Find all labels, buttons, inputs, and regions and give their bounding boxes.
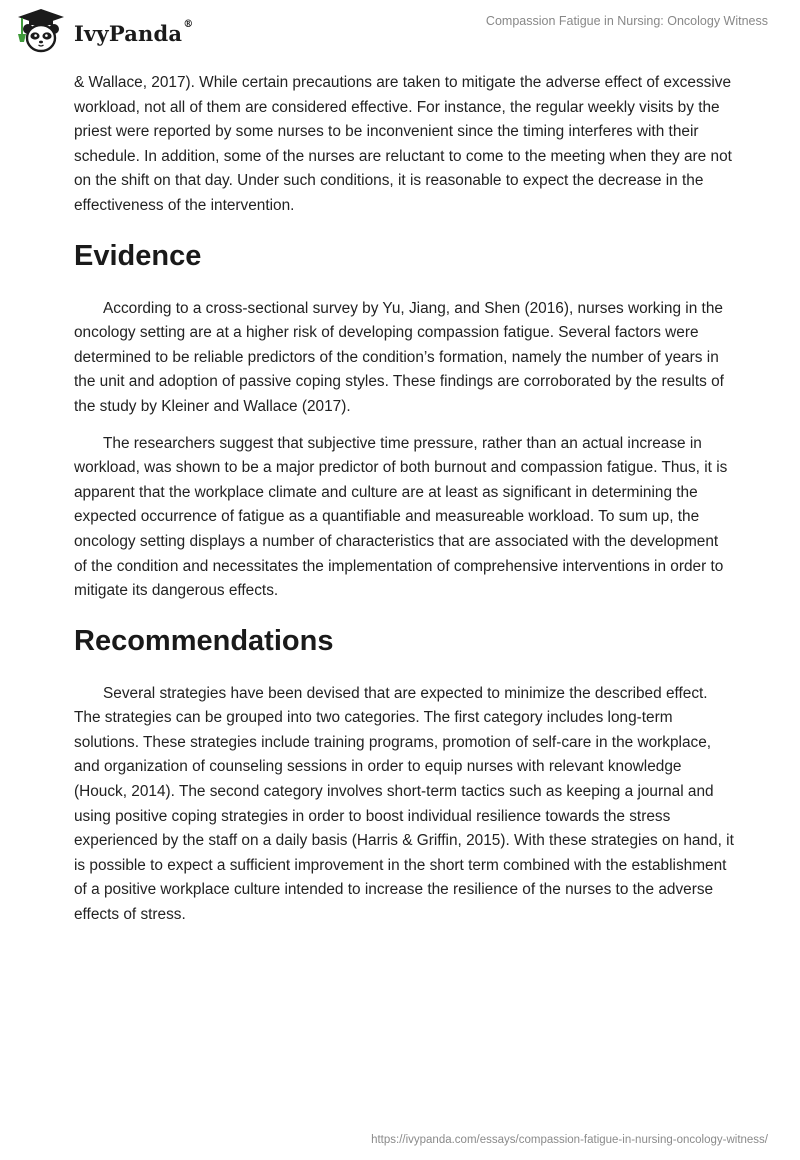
document-title: Compassion Fatigue in Nursing: Oncology Witness bbox=[485, 14, 768, 28]
source-url[interactable]: https://ivypanda.com/essays/compassion-fatigue-in-nursing-oncology-witness/ bbox=[371, 1134, 768, 1146]
paragraph-evidence-1: According to a cross-sectional survey by Yu, Jiang, and Shen (2016), nurses working in the oncology setting are at a higher risk of developing compassion fatigue. Several factors were determined to be reliable predictors of the condition’s formation, namely the number of years in the unit and adoption of passive coping styles. These findings are corroborated by the results of the study by Kleiner and Wallace (2017). bbox=[74, 299, 724, 415]
panda-graduate-icon bbox=[14, 8, 68, 54]
paragraph-evidence-2: The researchers suggest that subjective time pressure, rather than an actual increase in workload, was shown to be a major predictor of both burnout and compassion fatigue. Thus, it is apparent that the workplace climate and culture are at least as significant in determining the expected occurrence of fatigue as a quantifiable and measureable workload. To sum up, the oncology setting displays a number of characteristics that are associated with the development of the condition and necessitates the implementation of comprehensive interventions in order to mitigate its dangerous effects. bbox=[74, 434, 728, 600]
paragraph-continuation: & Wallace, 2017). While certain precautions are taken to mitigate the adverse effect of excessive workload, not all of them are considered effective. For instance, the regular weekly visits by the priest were reported by some nurses to be inconvenient since the timing interferes with their schedule. In addition, some of the nurses are reluctant to come to the meeting when they are not on the shift on that day. Under such conditions, it is reasonable to expect the decrease in the effectiveness of the intervention. bbox=[74, 74, 732, 214]
brand-name: IvyPanda® bbox=[74, 18, 194, 46]
registered-mark: ® bbox=[183, 18, 194, 30]
heading-evidence: Evidence bbox=[74, 239, 202, 272]
paragraph-recommendations: Several strategies have been devised that are expected to minimize the described effect. The strategies can be grouped into two categories. The first category includes long-term solutions. These strategies include training programs, promotion of self-care in the workplace, and organization of counseling sessions in order to equip nurses with relevant knowledge (Houck, 2014). The second category involves short-term tactics such as keeping a journal and using positive coping strategies in order to boost individual resilience towards the stress experienced by the staff on a daily basis (Harris & Griffin, 2015). With these strategies on hand, it is possible to expect a sufficient improvement in the short term combined with the establishment of a positive workplace culture intended to increase the resilience of the nurses to the adverse effects of stress. bbox=[74, 684, 734, 924]
brand-logo[interactable] bbox=[14, 8, 193, 54]
heading-recommendations: Recommendations bbox=[74, 624, 334, 657]
essay-content bbox=[74, 71, 734, 940]
page-header bbox=[0, 0, 800, 66]
